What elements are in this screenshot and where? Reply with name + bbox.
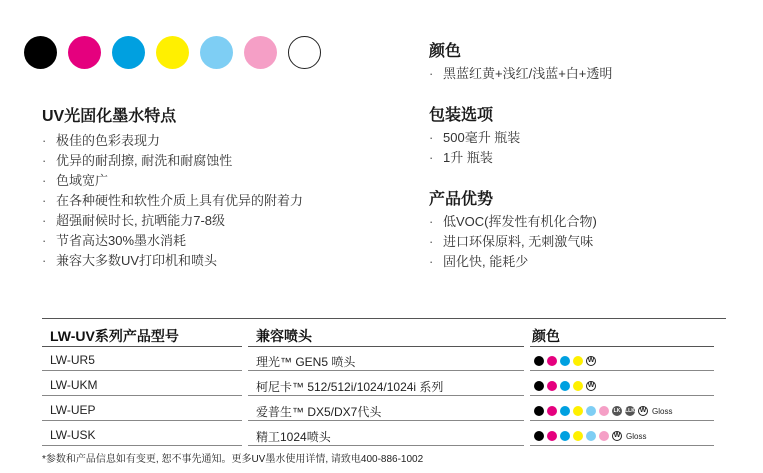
footnote: *参数和产品信息如有变更, 恕不事先通知。更多UV墨水使用详情, 请致电400-886-1002 <box>42 454 424 465</box>
list-item <box>42 211 303 231</box>
list-item <box>42 131 303 151</box>
row-rule-head <box>248 420 524 421</box>
list-item-text: 超强耐候时长, 抗晒能力7-8级 <box>56 213 226 228</box>
list-item <box>42 151 303 171</box>
list-item <box>429 232 597 252</box>
ink-dot <box>560 431 570 441</box>
list-item-text: 色域宽广 <box>56 173 109 188</box>
bullet-dot: · <box>429 130 434 145</box>
row-rule-model <box>42 445 242 446</box>
gloss-label: Gloss <box>652 407 673 416</box>
ink-dot <box>534 381 544 391</box>
header-model: LW-UV系列产品型号 <box>50 328 179 344</box>
row-rule-head <box>248 395 524 396</box>
row-model: LW-USK <box>50 428 96 442</box>
row-rule-head <box>248 445 524 446</box>
uv-features-list <box>42 131 303 271</box>
bullet-dot: · <box>42 193 47 208</box>
list-item <box>429 212 597 232</box>
ink-dot <box>547 406 557 416</box>
white-ink-dot: W <box>587 382 595 389</box>
list-item-text: 优异的耐刮擦, 耐洗和耐腐蚀性 <box>56 153 233 168</box>
ink-dot <box>586 406 596 416</box>
bullet-dot: · <box>42 173 47 188</box>
list-item <box>42 231 303 251</box>
ink-dot <box>599 406 609 416</box>
swatch-light-magenta <box>244 36 277 69</box>
bullet-dot: · <box>429 66 434 81</box>
list-item <box>429 252 597 272</box>
row-head: 精工1024喷头 <box>256 430 331 444</box>
packaging-title: 包装选项 <box>429 107 494 124</box>
row-rule-color <box>530 395 714 396</box>
color-title: 颜色 <box>429 43 462 60</box>
white-ink-dot: W <box>613 432 621 439</box>
row-rule-model <box>42 370 242 371</box>
list-item <box>429 64 612 84</box>
advantages-title: 产品优势 <box>429 191 494 208</box>
color-list <box>429 64 612 84</box>
list-item-text: 1升 瓶装 <box>443 150 493 165</box>
row-head: 爱普生™ DX5/DX7代头 <box>256 405 382 419</box>
white-ink-dot: W <box>587 357 595 364</box>
ink-dot <box>560 406 570 416</box>
bullet-dot: · <box>42 253 47 268</box>
row-rule-color <box>530 370 714 371</box>
swatch-magenta <box>68 36 101 69</box>
header-rule-model <box>42 346 242 347</box>
header-rule-color <box>530 346 714 347</box>
swatch-cyan <box>112 36 145 69</box>
packaging-list <box>429 128 520 168</box>
swatch-yellow <box>156 36 189 69</box>
ink-dot <box>547 356 557 366</box>
bullet-dot: · <box>429 214 434 229</box>
row-model: LW-UKM <box>50 378 98 392</box>
list-item-text: 黑蓝红黄+浅红/浅蓝+白+透明 <box>443 66 613 81</box>
swatch-light-cyan <box>200 36 233 69</box>
ink-dot <box>573 431 583 441</box>
product-table <box>42 318 726 448</box>
ink-dot <box>534 356 544 366</box>
row-model: LW-UR5 <box>50 353 95 367</box>
table-top-rule <box>42 318 726 319</box>
row-rule-color <box>530 420 714 421</box>
list-item <box>42 251 303 271</box>
ink-dot <box>534 406 544 416</box>
list-item <box>42 171 303 191</box>
row-rule-model <box>42 420 242 421</box>
header-rule-head <box>248 346 524 347</box>
ink-dot <box>534 431 544 441</box>
uv-features-title: UV光固化墨水特点 <box>42 108 177 125</box>
ink-dot <box>573 381 583 391</box>
ink-dot <box>586 431 596 441</box>
list-item-text: 兼容大多数UV打印机和喷头 <box>56 253 218 268</box>
list-item-text: 固化快, 能耗少 <box>443 254 529 269</box>
gloss-label: Gloss <box>626 432 647 441</box>
ink-dot <box>560 356 570 366</box>
bullet-dot: · <box>42 153 47 168</box>
ink-dot <box>573 406 583 416</box>
extra-ink-dot: LLK <box>625 408 635 414</box>
advantages-list <box>429 212 597 272</box>
bullet-dot: · <box>429 254 434 269</box>
bullet-dot: · <box>42 213 47 228</box>
row-head: 柯尼卡™ 512/512i/1024/1024i 系列 <box>256 380 444 394</box>
row-rule-head <box>248 370 524 371</box>
white-ink-dot: W <box>639 407 647 414</box>
list-item-text: 在各种硬性和软性介质上具有优异的附着力 <box>56 193 304 208</box>
ink-dot <box>573 356 583 366</box>
list-item-text: 节省高达30%墨水消耗 <box>56 233 187 248</box>
row-head: 理光™ GEN5 喷头 <box>256 355 356 369</box>
extra-ink-dot: LK <box>613 408 621 414</box>
bullet-dot: · <box>429 150 434 165</box>
ink-dot <box>560 381 570 391</box>
swatch-black <box>24 36 57 69</box>
ink-dot <box>547 431 557 441</box>
ink-dot <box>599 431 609 441</box>
swatch-white <box>288 36 321 69</box>
list-item-text: 低VOC(挥发性有机化合物) <box>443 214 597 229</box>
header-head: 兼容喷头 <box>256 328 312 344</box>
bullet-dot: · <box>42 233 47 248</box>
list-item <box>42 191 303 211</box>
row-model: LW-UEP <box>50 403 96 417</box>
list-item <box>429 148 520 168</box>
bullet-dot: · <box>429 234 434 249</box>
row-rule-color <box>530 445 714 446</box>
list-item <box>429 128 520 148</box>
row-rule-model <box>42 395 242 396</box>
bullet-dot: · <box>42 133 47 148</box>
list-item-text: 500毫升 瓶装 <box>443 130 521 145</box>
list-item-text: 极佳的色彩表现力 <box>56 133 161 148</box>
ink-dot <box>547 381 557 391</box>
header-color: 颜色 <box>532 328 560 344</box>
list-item-text: 进口环保原料, 无刺激气味 <box>443 234 594 249</box>
